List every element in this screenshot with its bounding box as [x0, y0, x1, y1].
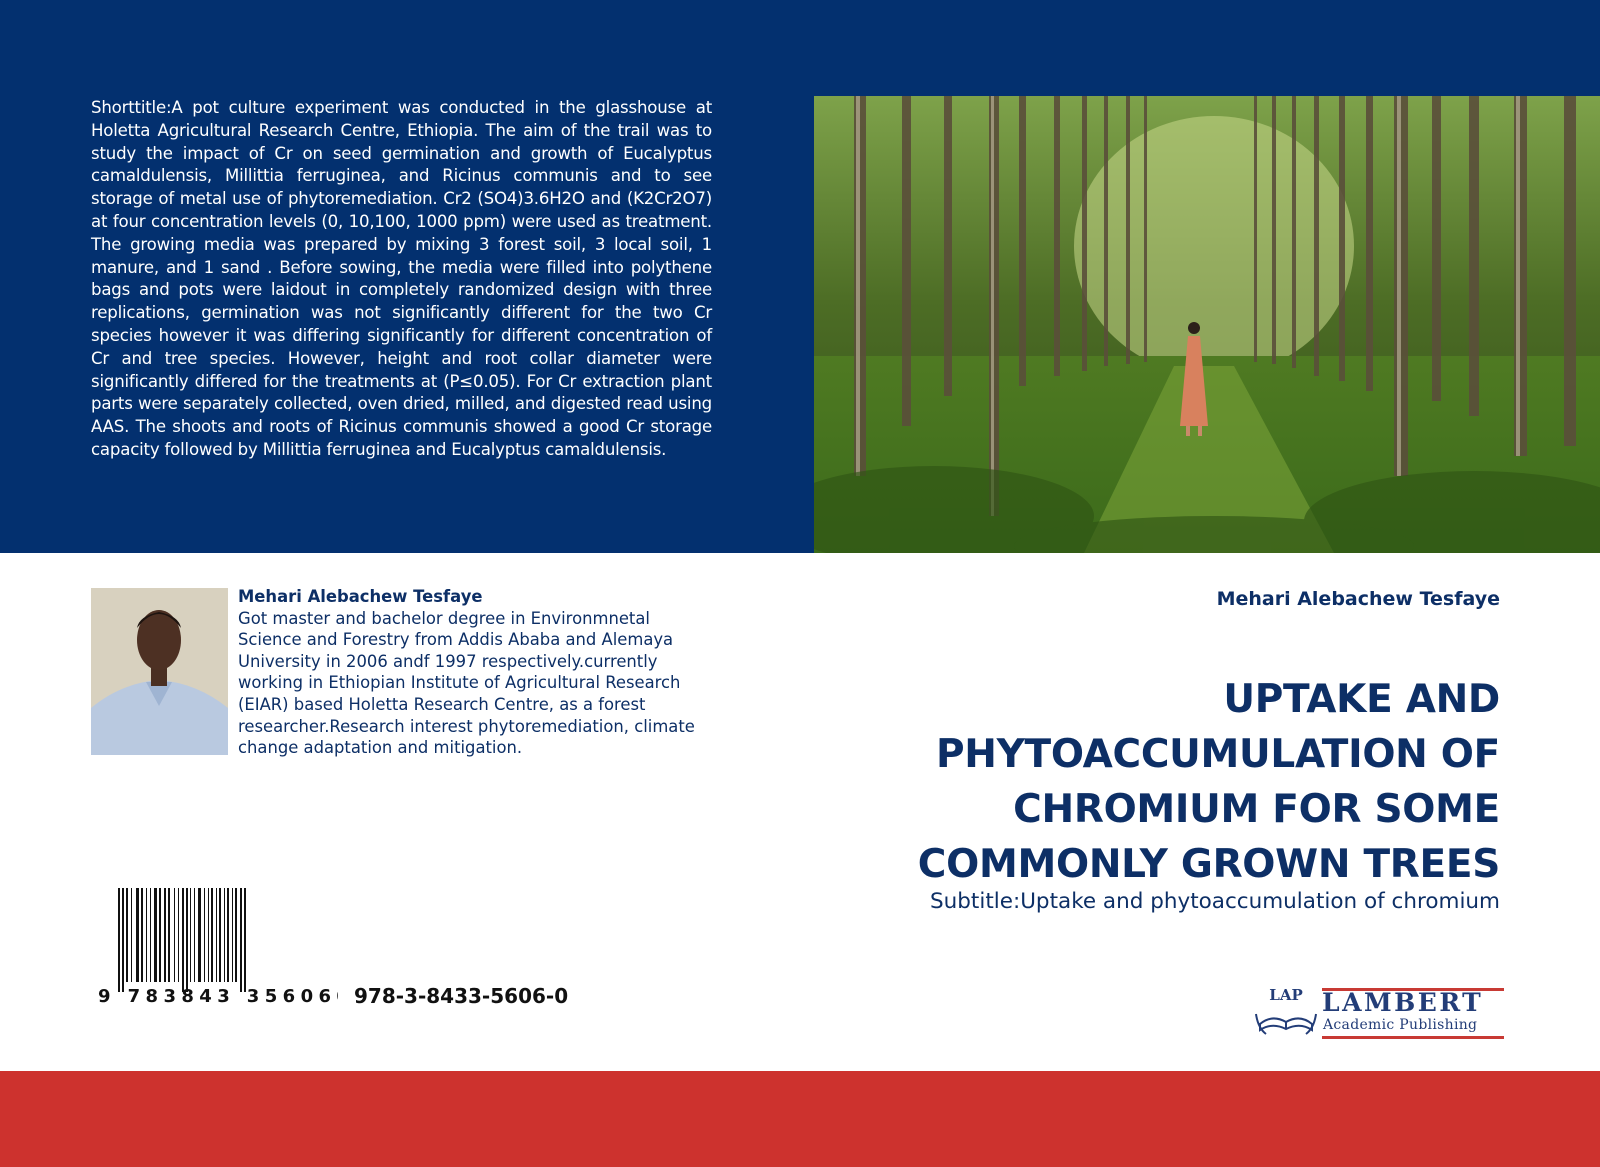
author-photo — [91, 588, 228, 755]
author-bio — [238, 586, 708, 759]
publisher-line2: Academic Publishing — [1323, 1017, 1478, 1033]
barcode-bar — [235, 888, 237, 982]
barcode-bar — [211, 888, 213, 982]
barcode-bar — [146, 888, 147, 982]
barcode-bar — [164, 888, 166, 982]
barcode-bar — [216, 888, 217, 982]
isbn-number: 978-3-8433-5606-0 — [354, 984, 569, 1008]
barcode-bar — [118, 888, 120, 992]
barcode-digits: 9 783843 356060 — [98, 986, 338, 1006]
barcode-bar — [186, 888, 188, 992]
logo-rule-bottom — [1322, 1036, 1504, 1039]
isbn-barcode — [98, 888, 338, 1006]
cover-author: Mehari Alebachew Tesfaye — [1216, 588, 1500, 610]
barcode-bar — [204, 888, 205, 982]
barcode-bar — [126, 888, 128, 982]
barcode-bar — [219, 888, 221, 982]
barcode-bar — [240, 888, 242, 992]
barcode-bar — [194, 888, 195, 982]
barcode-bar — [131, 888, 132, 982]
lap-book-icon — [1252, 984, 1320, 1042]
book-subtitle: Subtitle:Uptake and phytoaccumulation of chromium — [930, 889, 1500, 914]
barcode-bar — [190, 888, 191, 982]
barcode-bar — [232, 888, 233, 982]
barcode-bar — [227, 888, 229, 982]
barcode-bar — [244, 888, 246, 992]
barcode-bar — [141, 888, 143, 982]
barcode-bar — [136, 888, 139, 982]
cover-bottom-band — [0, 1071, 1600, 1167]
svg-text:LAP: LAP — [1269, 986, 1303, 1004]
barcode-bar — [150, 888, 151, 982]
forest-photo — [814, 96, 1600, 553]
author-bio-name: Mehari Alebachew Tesfaye — [238, 587, 483, 606]
barcode-bar — [208, 888, 209, 982]
barcode-bar — [168, 888, 170, 982]
barcode-bar — [122, 888, 124, 992]
back-cover-blurb: Shorttitle:A pot culture experiment was conducted in the glasshouse at Holetta Agricultural Research Centre, Ethiopia. The aim of the trail was to study the impact of Cr on seed germination and growth of Eucalyptus camaldulensis, Millittia ferruginea, and Ricinus communis and to see storage of metal use of phytoremediation. Cr2 (SO4)3.6H2O and (K2Cr2O7) at four concentration levels (0, 10,100, 1000 ppm) were used as treatment. The growing media was prepared by mixing 3 forest soil, 3 local soil, 1 manure, and 1 sand . Before sowing, the media were filled into polythene bags and pots were laidout in completely randomized design with three replications, germination was not significantly different for the two Cr species however it was differing significantly for different concentration of Cr and tree species. However, height and root collar diameter were significantly differed for the treatments at (P≤0.05). For Cr extraction plant parts were separately collected, oven dried, milled, and digested read using AAS. The shoots and roots of Ricinus communis showed a good Cr storage capacity followed by Millittia ferruginea and Eucalyptus camaldulensis. — [91, 98, 712, 459]
barcode-bar — [174, 888, 175, 982]
author-bio-text: Got master and bachelor degree in Environmnetal Science and Forestry from Addis Ababa and Alemaya University in 2006 andf 1997 respectively.currently working in Ethiopian Institute of Agricultural Research (EIAR) based Holetta Research Centre, as a forest researcher.Research interest phytoremediation, climate change adaptation and mitigation. — [238, 608, 695, 758]
barcode-bar — [154, 888, 157, 982]
barcode-bar — [178, 888, 179, 982]
barcode-bar — [224, 888, 225, 982]
barcode-bar — [198, 888, 201, 982]
publisher-logo — [1252, 984, 1508, 1042]
publisher-name: LAMBERT — [1322, 988, 1484, 1017]
book-title: UPTAKE AND PHYTOACCUMULATION OF CHROMIUM FOR SOME COMMONLY GROWN TREES — [917, 677, 1500, 887]
barcode-bar — [159, 888, 161, 982]
barcode-bar — [182, 888, 184, 992]
